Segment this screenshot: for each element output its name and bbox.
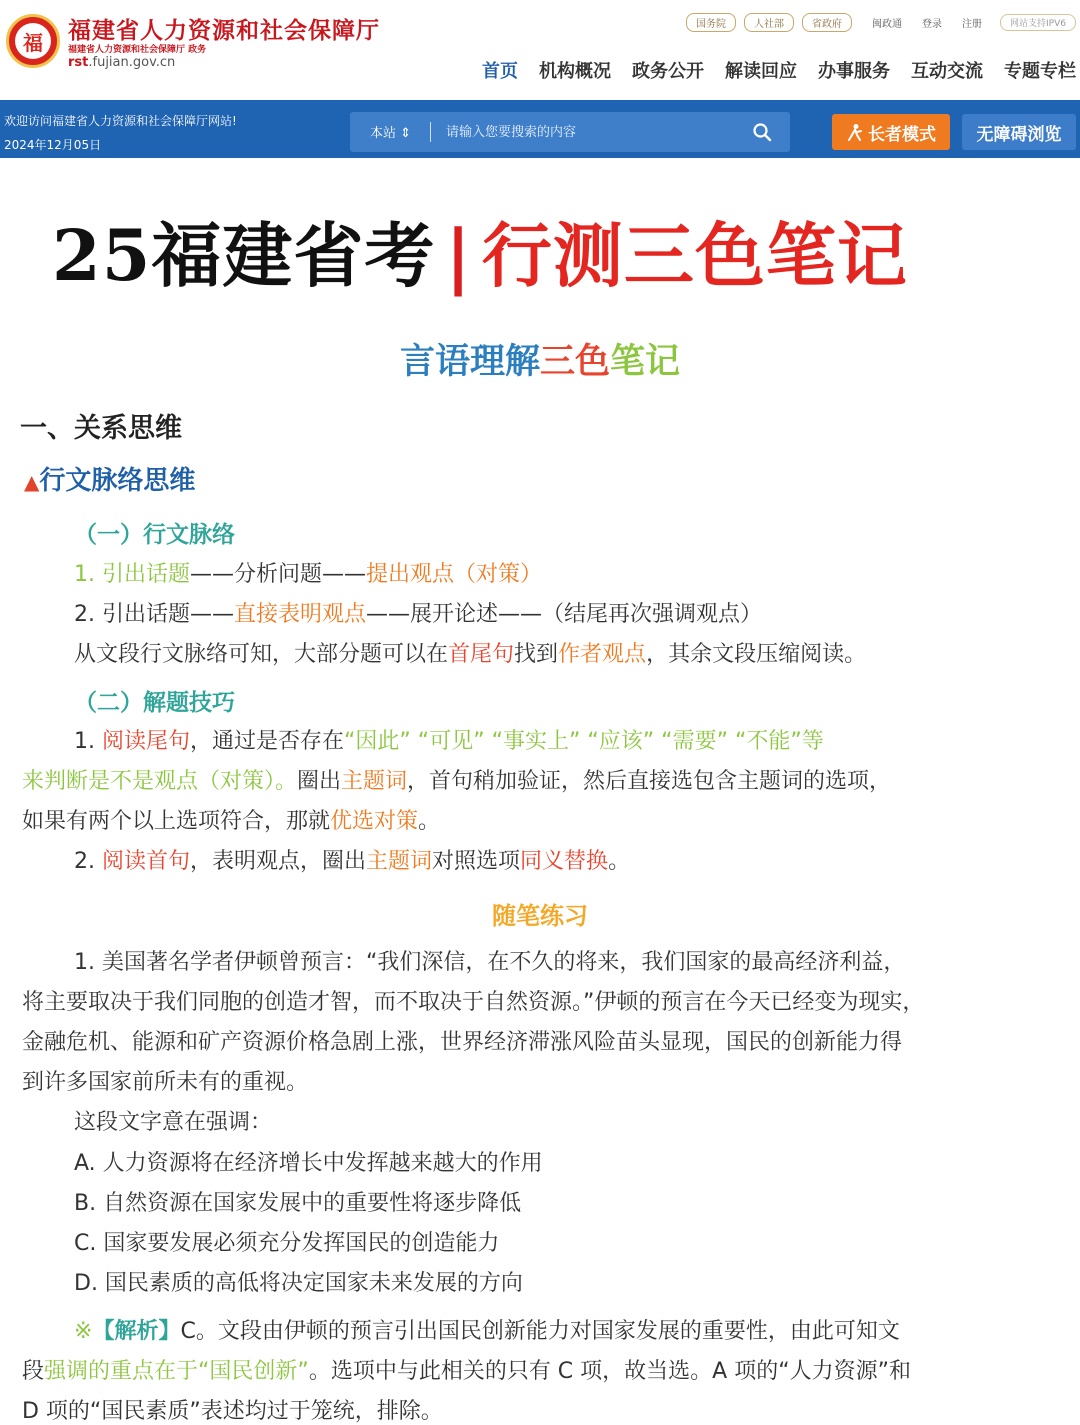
tip-1-b: 阅读尾句 — [101, 729, 190, 754]
tip-1-d: “因此” “可见” “事实上” “应该” “需要” “不能”等 — [344, 729, 824, 754]
nav-interaction[interactable]: 互动交流 — [911, 61, 983, 82]
tip-4-b: 阅读首句 — [101, 849, 190, 874]
main-nav — [482, 57, 1076, 83]
section-title-part1: 言语理解 — [399, 342, 540, 382]
heading-context-label: 行文脉络思维 — [39, 466, 196, 496]
elder-mode-label: 长者模式 — [868, 124, 936, 145]
flow-1-a: 1. 引出话题 — [74, 562, 190, 587]
search-icon[interactable] — [752, 122, 772, 142]
option-a: A. 人力资源将在经济增长中发挥越来越大的作用 — [74, 1151, 543, 1176]
current-date: 2024年12月05日 — [4, 138, 102, 152]
analysis-2-a: 段 — [22, 1359, 45, 1384]
ipv6-badge: 网站支持IPV6 — [1000, 14, 1076, 31]
flow-summary — [74, 637, 866, 668]
tip-4-f: 同义替换 — [520, 849, 609, 874]
tip-3-a: 如果有两个以上选项符合，那就 — [22, 809, 331, 834]
heading-context-flow: （一）行文脉络 — [74, 522, 235, 548]
domain-rest: .fujian.gov.cn — [88, 55, 176, 70]
triangle-icon: ▲ — [24, 470, 40, 494]
flow-sum-d: 作者观点 — [558, 642, 647, 667]
emblem-char: 福 — [15, 23, 51, 59]
nav-public-affairs[interactable]: 政务公开 — [632, 61, 704, 82]
tip-1-c: ，通过是否存在 — [190, 729, 345, 754]
tip-line-3 — [22, 804, 440, 835]
search-box — [350, 112, 790, 152]
nav-home[interactable]: 首页 — [482, 61, 518, 82]
tip-line-4 — [74, 844, 630, 875]
welcome-text: 欢迎访问福建省人力资源和社会保障厅网站! — [4, 114, 237, 128]
section-title-part3: 笔记 — [610, 342, 681, 382]
analysis-line-2 — [22, 1354, 911, 1385]
search-divider — [430, 122, 431, 142]
flow-sum-e: ，其余文段压缩阅读。 — [646, 642, 867, 667]
site-header — [0, 0, 1080, 100]
flow-1-c: 提出观点（对策） — [366, 562, 543, 587]
search-input[interactable] — [446, 118, 736, 146]
title-red: 行测三色笔记 — [481, 214, 908, 297]
elder-mode-button[interactable] — [832, 114, 950, 150]
link-state-council[interactable]: 国务院 — [686, 13, 736, 32]
tip-4-e: 对照选项 — [432, 849, 521, 874]
analysis-2-b: 强调的重点在于“国民创新” — [44, 1359, 309, 1384]
analysis-1-rest: C。文段由伊顿的预言引出国民创新能力对国家发展的重要性，由此可知文 — [180, 1319, 900, 1344]
nav-about[interactable]: 机构概况 — [539, 61, 611, 82]
flow-2-b: 直接表明观点 — [233, 602, 366, 627]
tip-1-a: 1. — [74, 729, 102, 754]
tip-3-b: 优选对策 — [330, 809, 419, 834]
tip-4-g: 。 — [608, 849, 631, 874]
top-links — [686, 13, 1076, 32]
analysis-line-1 — [74, 1314, 900, 1345]
elder-icon — [846, 123, 864, 141]
flow-sum-a: 从文段行文脉络可知，大部分题可以在 — [74, 642, 449, 667]
tip-4-a: 2. — [74, 849, 102, 874]
link-login[interactable]: 登录 — [922, 19, 943, 30]
flow-line-2 — [74, 597, 762, 628]
search-scope-select[interactable]: 本站 ⇕ — [370, 126, 412, 141]
nav-services[interactable]: 办事服务 — [818, 61, 890, 82]
nav-interpretation[interactable]: 解读回应 — [725, 61, 797, 82]
question-prompt: 这段文字意在强调： — [74, 1110, 273, 1135]
tip-4-c: ，表明观点，圈出 — [190, 849, 367, 874]
analysis-mark: ※ — [74, 1319, 93, 1344]
link-minzhengtong[interactable]: 闽政通 — [872, 19, 903, 30]
flow-sum-b: 首尾句 — [448, 642, 515, 667]
question-line-4: 到许多国家前所未有的重视。 — [22, 1070, 309, 1095]
tip-2-c: 主题词 — [341, 769, 408, 794]
flow-sum-c: 找到 — [514, 642, 559, 667]
analysis-line-3: D 项的“国民素质”表述均过于笼统，排除。 — [22, 1399, 443, 1424]
heading-relation-thinking: 一、关系思维 — [20, 413, 182, 444]
site-subtitle: 福建省人力资源和社会保障厅 政务 — [68, 45, 207, 55]
option-c: C. 国家要发展必须充分发挥国民的创造能力 — [74, 1231, 500, 1256]
tip-2-a: 来判断是不是观点（对策）。 — [22, 769, 298, 794]
heading-solving-tips: （二）解题技巧 — [74, 690, 235, 716]
emblem-icon[interactable] — [6, 14, 60, 68]
question-line-1: 1. 美国著名学者伊顿曾预言：“我们深信，在不久的将来，我们国家的最高经济利益， — [74, 950, 906, 975]
flow-2-c: ——展开论述——（结尾再次强调观点） — [366, 602, 763, 627]
site-domain — [68, 55, 175, 70]
practice-heading: 随笔练习 — [492, 902, 588, 930]
analysis-2-c: 。选项中与此相关的只有 C 项，故当选。A 项的“人力资源”和 — [308, 1359, 911, 1384]
site-title[interactable]: 福建省人力资源和社会保障厅 — [68, 17, 380, 44]
section-title — [0, 334, 1080, 384]
tip-2-b: 圈出 — [297, 769, 342, 794]
article-title — [52, 200, 908, 301]
tip-line-2 — [22, 764, 891, 795]
heading-context-thinking — [24, 460, 195, 497]
tip-4-d: 主题词 — [366, 849, 433, 874]
tip-line-1 — [74, 724, 824, 755]
link-province-gov[interactable]: 省政府 — [802, 13, 852, 32]
link-mohrss[interactable]: 人社部 — [744, 13, 794, 32]
nav-topics[interactable]: 专题专栏 — [1004, 61, 1076, 82]
analysis-tag: 【解析】 — [92, 1319, 181, 1344]
domain-prefix: rst — [68, 55, 89, 70]
option-b: B. 自然资源在国家发展中的重要性将逐步降低 — [74, 1191, 522, 1216]
link-register[interactable]: 注册 — [962, 19, 983, 30]
title-black: 25福建省考 — [52, 214, 436, 297]
question-line-2: 将主要取决于我们同胞的创造才智，而不取决于自然资源。”伊顿的预言在今天已经变为现实， — [22, 990, 925, 1015]
tip-3-c: 。 — [418, 809, 441, 834]
flow-2-a: 2. 引出话题—— — [74, 602, 234, 627]
accessible-browse-button[interactable]: 无障碍浏览 — [962, 114, 1076, 150]
flow-line-1 — [74, 557, 542, 588]
utility-bar — [0, 100, 1080, 158]
tip-2-d: ，首句稍加验证，然后直接选包含主题词的选项， — [407, 769, 892, 794]
question-line-3: 金融危机、能源和矿产资源价格急剧上涨，世界经济滞涨风险苗头显现，国民的创新能力得 — [22, 1030, 903, 1055]
section-title-part2: 三色 — [539, 342, 610, 382]
option-d: D. 国民素质的高低将决定国家未来发展的方向 — [74, 1271, 523, 1296]
flow-1-b: ——分析问题—— — [189, 562, 366, 587]
title-divider: | — [445, 214, 472, 297]
